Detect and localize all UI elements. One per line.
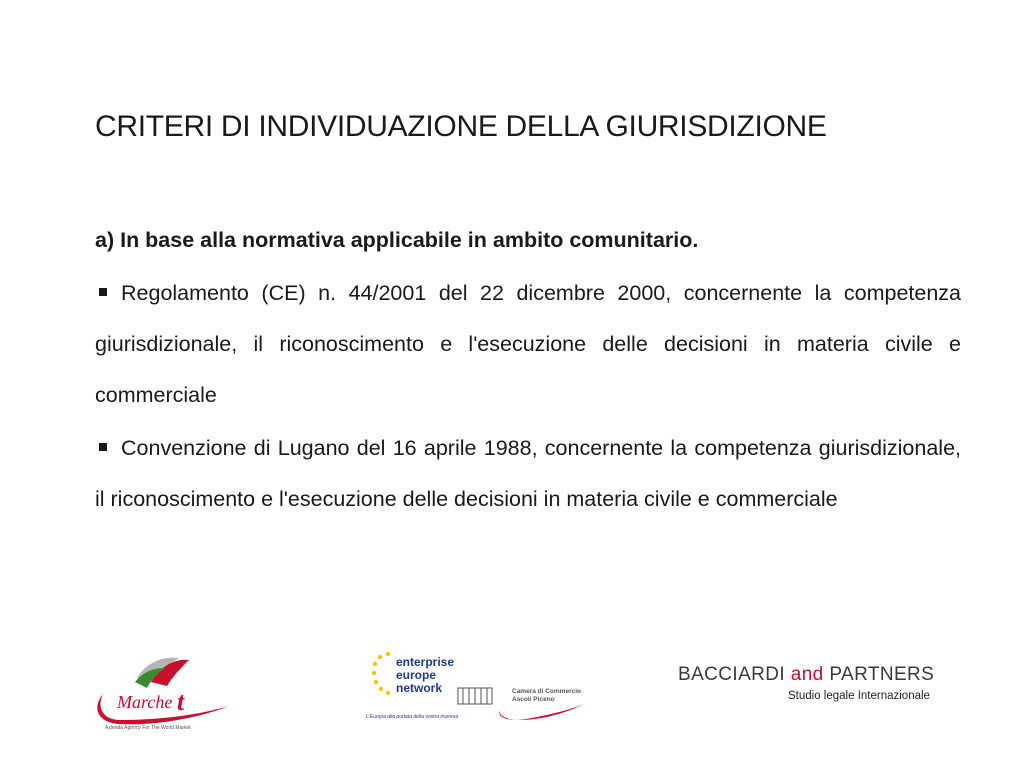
columns-icon xyxy=(458,688,492,704)
camera-swoosh-icon xyxy=(499,704,584,720)
bacciardi-wordmark xyxy=(678,664,934,686)
bullet-text: Regolamento (CE) n. 44/2001 del 22 dicembre 2000, concernente la competenza giurisdizionale, il riconoscimento e l'esecuzione delle decisioni in materia civile e commerciale xyxy=(95,281,961,407)
square-bullet-icon xyxy=(99,443,107,451)
een-logo xyxy=(362,648,592,722)
een-logo-graphic xyxy=(362,648,592,722)
bacciardi-and: and xyxy=(790,664,824,685)
camera-line1: Camera di Commercio xyxy=(512,688,581,695)
eu-stars-icon xyxy=(372,652,390,695)
bacciardi-partners: PARTNERS xyxy=(829,664,935,685)
bacciardi-logo xyxy=(678,664,938,714)
slide-title: CRITERI DI INDIVIDUAZIONE DELLA GIURISDIZIONE xyxy=(95,110,827,143)
slide-content xyxy=(95,222,961,527)
camera-line2: Ascoli Piceno xyxy=(512,696,555,703)
een-line3: network xyxy=(396,681,443,695)
bacciardi-subtitle: Studio legale Internazionale xyxy=(788,690,930,702)
bullet-text: Convenzione di Lugano del 16 aprile 1988, concernente la competenza giurisdizionale, il riconoscimento e l'esecuzione delle decisioni in materia civile e commerciale xyxy=(95,436,961,511)
bullet-item-convenzione xyxy=(95,423,961,525)
svg-text:t: t xyxy=(177,687,185,716)
een-line2: europe xyxy=(396,668,437,682)
marchet-logo xyxy=(95,648,235,732)
een-tagline: L'Europa alla portata della vostra impresa xyxy=(366,714,459,720)
een-line1: enterprise xyxy=(396,655,455,669)
marchet-tagline: Azienda Agency For The World Market xyxy=(105,725,191,731)
square-bullet-icon xyxy=(99,288,107,296)
subheading: a) In base alla normativa applicabile in ambito comunitario. xyxy=(95,228,699,252)
marchet-wordmark: Marche xyxy=(117,692,173,712)
marchet-logo-graphic xyxy=(95,648,235,732)
bacciardi-name: BACCIARDI xyxy=(678,664,786,685)
bullet-item-regolamento xyxy=(95,268,961,421)
